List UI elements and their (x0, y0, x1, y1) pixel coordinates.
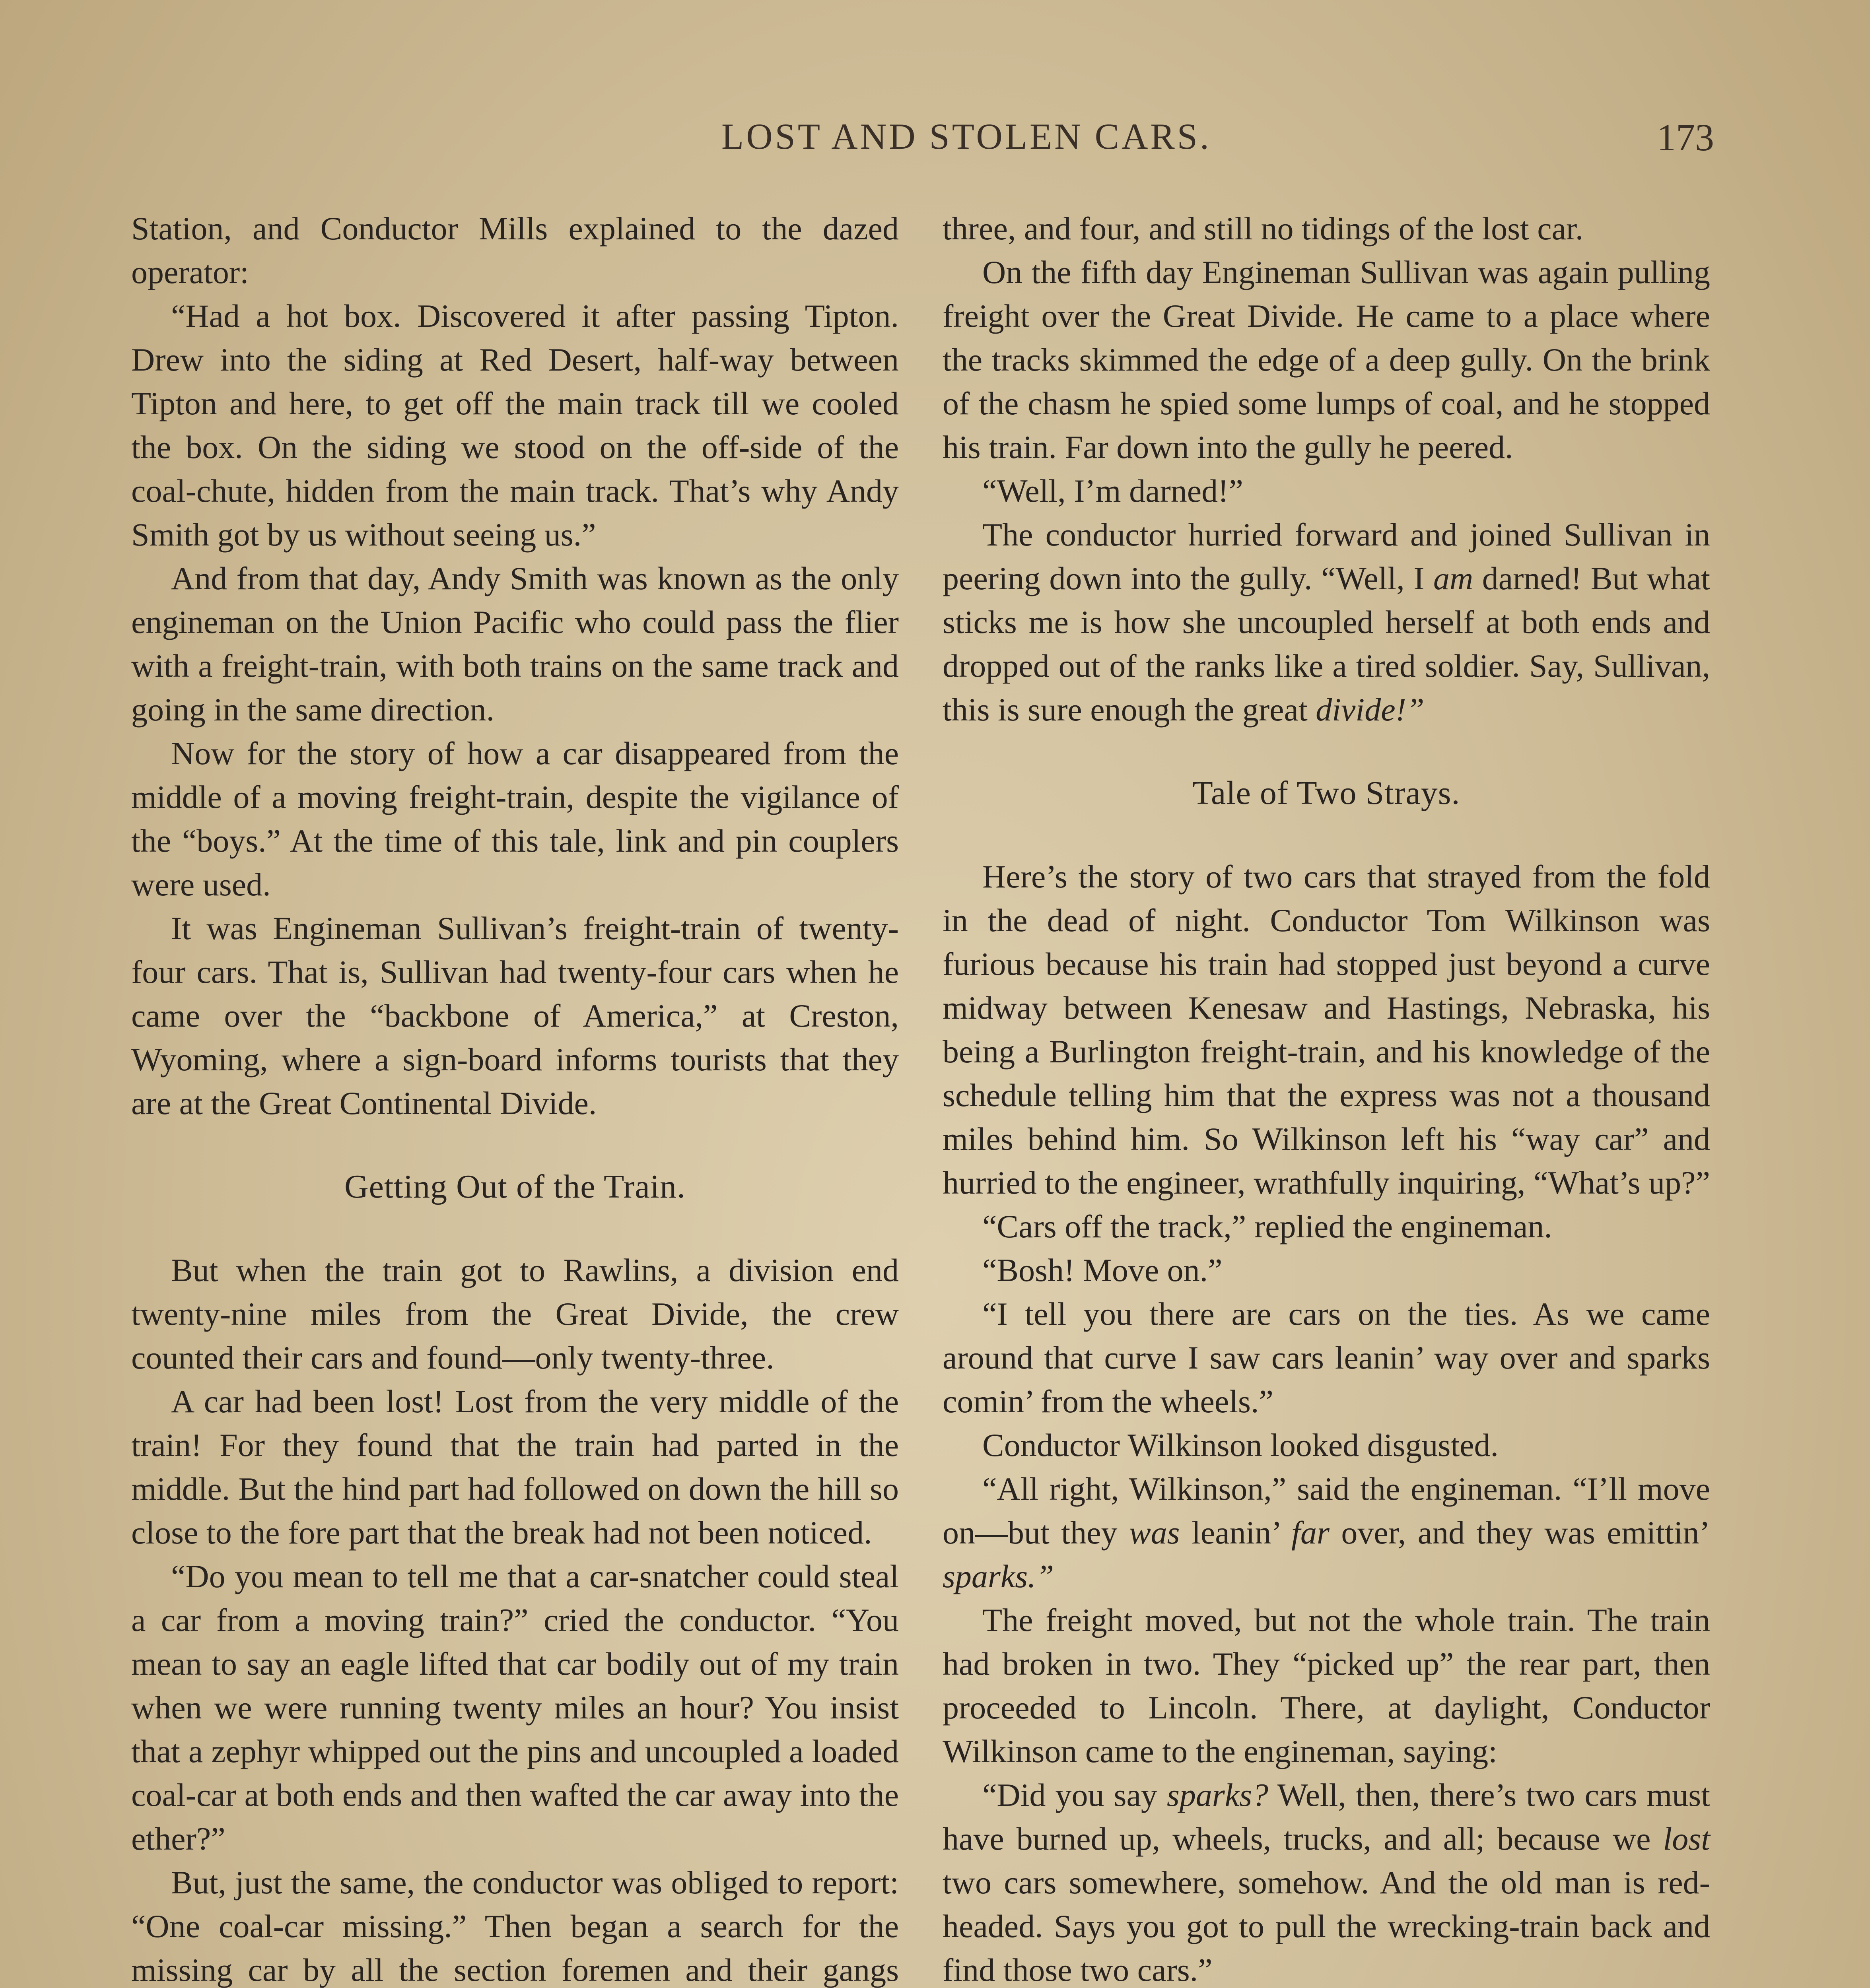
paragraph: three, and four, and still no tidings of the lost car. (943, 210, 1584, 247)
italic-run: sparks? (1166, 1777, 1269, 1813)
italic-run: was (1129, 1514, 1180, 1551)
paragraph: “Do you mean to tell me that a car-snatcher could steal a car from a moving train?” cried the conductor. “You mean to say an eagle lifted that car bodily out of my train when we were running twenty miles an hour? You insist that a zephyr whipped out the pins and uncoupled a loaded coal-car at both ends and then wafted the car away into the ether?” (131, 1558, 899, 1857)
paragraph: “Had a hot box. Discovered it after passing Tipton. Drew into the siding at Red Desert, half-way between Tipton and here, to get off the main track till we cooled the box. On the siding we stood on the off-side of the coal-chute, hidden from the main track. That’s why Andy Smith got by us without seeing us.” (131, 298, 899, 553)
italic-run: am (1433, 560, 1473, 596)
text-run: darned! But what sticks me is how she uncoupled herself at both ends and dropped out of the ranks like a tired soldier. Say, Sullivan, this is sure enough the great (943, 560, 1710, 728)
italic-run: sparks.” (943, 1558, 1054, 1594)
paragraph: “I tell you there are cars on the ties. As we came around that curve I saw cars leanin’ way over and sparks comin’ from the wheels.” (943, 1296, 1710, 1419)
paragraph: “Cars off the track,” replied the engineman. (982, 1208, 1552, 1244)
text-run: “Did you say (982, 1777, 1167, 1813)
text-run: leanin’ (1180, 1514, 1292, 1551)
section-heading: Getting Out of the Train. (344, 1168, 686, 1205)
left-column (131, 207, 899, 1988)
text-run: Well, then, there’s two cars must have burned up, wheels, trucks, and all; because we (943, 1777, 1710, 1857)
text-run: two cars somewhere, somehow. And the old man is red-headed. Says you got to pull the wrecking-train back and find those two cars.” (943, 1864, 1710, 1988)
running-title: LOST AND STOLEN CARS. (721, 116, 1211, 157)
paragraph: “Bosh! Move on.” (982, 1252, 1223, 1288)
paragraph: The freight moved, but not the whole train. The train had broken in two. They “picked up” the rear part, then proceeded to Lincoln. There, at daylight, Conductor Wilkinson came to the engineman, saying: (943, 1602, 1710, 1769)
paragraph: It was Engineman Sullivan’s freight-train of twenty-four cars. That is, Sullivan had twenty-four cars when he came over the “backbone of America,” at Creston, Wyoming, where a sign-board informs tourists that they are at the Great Continental Divide. (131, 910, 899, 1121)
paragraph: Here’s the story of two cars that strayed from the fold in the dead of night. Conductor Tom Wilkinson was furious because his train had stopped just beyond a curve midway between Kenesaw and Hastings, Nebraska, his being a Burlington freight-train, and his knowledge of the schedule telling him that the express was not a thousand miles behind him. So Wilkinson left his “way car” and hurried to the engineer, wrathfully inquiring, “What’s up?” (943, 858, 1710, 1201)
paragraph: But when the train got to Rawlins, a division end twenty-nine miles from the Great Divide, the crew counted their cars and found—only twenty-three. (131, 1252, 899, 1376)
page-number: 173 (1657, 116, 1714, 159)
italic-run: lost (1663, 1821, 1710, 1857)
text-run: over, and they was emittin’ (1329, 1514, 1710, 1551)
paragraph: On the fifth day Engineman Sullivan was again pulling freight over the Great Divide. He came to a place where the tracks skimmed the edge of a deep gully. On the brink of the chasm he spied some lumps of coal, and he stopped his train. Far down into the gully he peered. (943, 254, 1710, 465)
text-run: The conductor hurried forward and joined Sullivan in peering down into the gully. “Well, I (943, 516, 1710, 596)
paragraph (943, 513, 1710, 732)
text-run: “All right, Wilkinson,” said the engineman. “I’ll move on—but they (943, 1471, 1710, 1551)
paragraph: And from that day, Andy Smith was known as the only engineman on the Union Pacific who could pass the flier with a freight-train, with both trains on the same track and going in the same direction. (131, 560, 899, 728)
italic-run: divide!” (1316, 691, 1425, 728)
paragraph: Conductor Wilkinson looked disgusted. (982, 1427, 1499, 1463)
italic-run: far (1291, 1514, 1330, 1551)
paragraph: Now for the story of how a car disappeared from the middle of a moving freight-train, despite the vigilance of the “boys.” At the time of this tale, link and pin couplers were used. (131, 735, 899, 903)
paragraph: A car had been lost! Lost from the very middle of the train! For they found that the train had parted in the middle. But the hind part had followed on down the hill so close to the fore part that the break had not been noticed. (131, 1383, 899, 1551)
right-column (943, 207, 1710, 1988)
paragraph: “Well, I’m darned!” (982, 473, 1243, 509)
paragraph (943, 1773, 1710, 1988)
paragraph (943, 1467, 1710, 1598)
section-heading: Tale of Two Strays. (1192, 775, 1460, 812)
page-header (131, 107, 1714, 171)
paragraph: Station, and Conductor Mills explained to the dazed operator: (131, 210, 899, 290)
paragraph: But, just the same, the conductor was obliged to report: “One coal-car missing.” Then began a search for the missing car by all the section foremen and their gangs (131, 1864, 899, 1988)
